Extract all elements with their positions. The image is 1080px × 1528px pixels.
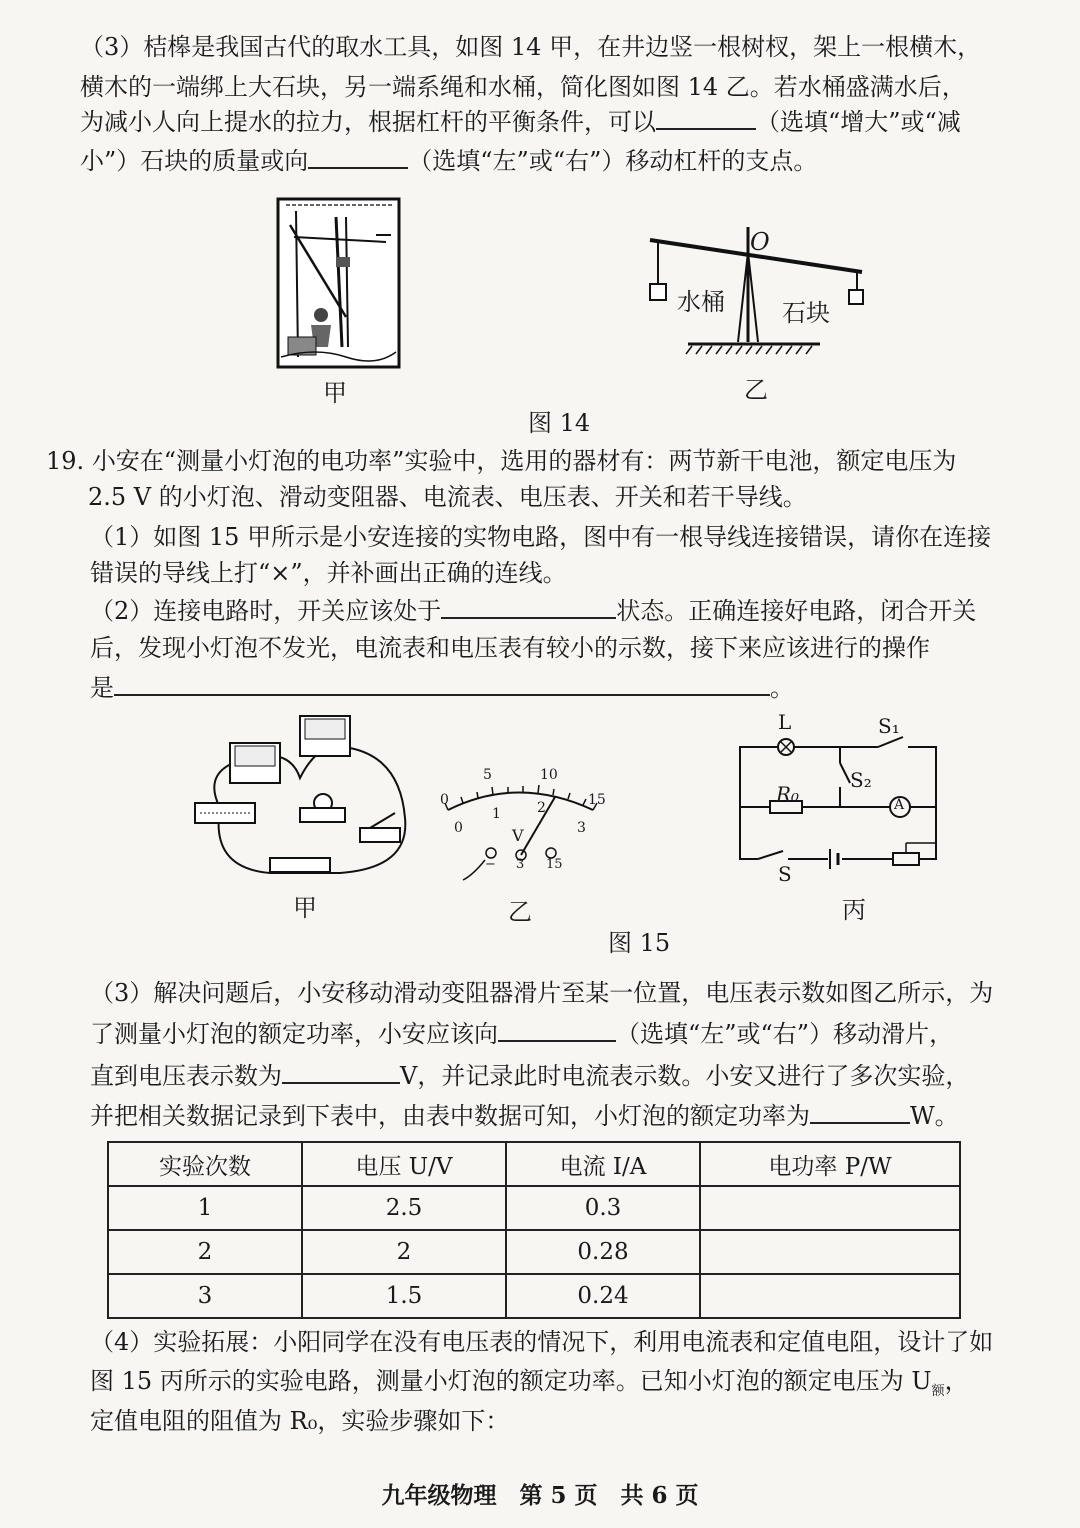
q19-part2-line3 [90, 672, 1080, 703]
answer-blank-slider-direction[interactable] [498, 1018, 616, 1042]
fig14-label-yi: 乙 [744, 376, 768, 404]
meter-terminal-15: 15 [546, 857, 563, 872]
q19-part3-line4 [90, 1100, 1080, 1131]
table-cell: 1.5 [302, 1274, 506, 1318]
fig15-label-jia: 甲 [293, 894, 317, 922]
q19-part3-line3 [90, 1060, 1080, 1091]
table-cell-power-input[interactable] [700, 1230, 960, 1274]
table-row [108, 1186, 960, 1230]
answer-blank-switch-state[interactable] [441, 595, 616, 619]
table-header-row [108, 1142, 960, 1186]
page-footer: 九年级物理 第 5 页 共 6 页 [381, 1482, 699, 1509]
q19-part4-line2 [90, 1366, 1080, 1407]
q18-line2: 横木的一端绑上大石块，另一端系绳和水桶，简化图如图 14 乙。若水桶盛满水后， [80, 73, 966, 101]
circuit-label-lamp: L [778, 710, 792, 734]
table-cell: 2.5 [302, 1186, 506, 1230]
fig15-caption: 图 15 [608, 929, 671, 957]
q19-part1-line2: 错误的导线上打“×”，并补画出正确的连线。 [90, 559, 567, 587]
fig14-bucket-label: 水桶 [677, 288, 725, 316]
q18-line3 [80, 106, 1080, 137]
q18-line4-text-b: （选填“左”或“右”）移动杠杆的支点。 [408, 147, 818, 175]
q19-intro-line1 [46, 446, 1080, 476]
answer-blank-left-right[interactable] [308, 145, 408, 169]
q19-part4-text-a: 图 15 丙所示的实验电路，测量小灯泡的额定功率。已知小灯泡的额定电压为 U [90, 1367, 932, 1395]
q19-part3-text-a: 了测量小灯泡的额定功率，小安应该向 [90, 1020, 498, 1048]
q19-part2-text-c: 是 [90, 674, 114, 702]
table-cell: 1 [108, 1186, 302, 1230]
experiment-data-table [107, 1141, 961, 1319]
meter-tick-bottom-1: 1 [492, 806, 501, 822]
q19-intro1-text: 小安在“测量小灯泡的电功率”实验中，选用的器材有：两节新干电池，额定电压为 [91, 447, 957, 475]
table-header-voltage: 电压 U/V [302, 1142, 506, 1186]
circuit-label-r0: R₀ [776, 782, 800, 806]
q19-part3-line1: （3）解决问题后，小安移动滑动变阻器滑片至某一位置，电压表示数如图乙所示，为 [90, 979, 994, 1007]
q19-part3-text-f: W。 [910, 1102, 959, 1130]
circuit-label-s: S [778, 862, 792, 886]
fig14-caption: 图 14 [528, 409, 591, 437]
q18-line4 [80, 145, 1080, 176]
meter-tick-bottom-3: 3 [577, 820, 586, 836]
q19-part3-text-c: 直到电压表示数为 [90, 1062, 282, 1090]
q19-part2-line2: 后，发现小灯泡不发光，电流表和电压表有较小的示数，接下来应该进行的操作 [90, 634, 930, 662]
q19-part4-text-b: ， [944, 1367, 969, 1395]
q19-intro-line2: 2.5 V 的小灯泡、滑动变阻器、电流表、电压表、开关和若干导线。 [88, 483, 807, 511]
table-header-power: 电功率 P/W [700, 1142, 960, 1186]
answer-blank-rated-power[interactable] [810, 1100, 910, 1124]
table-cell: 2 [108, 1230, 302, 1274]
q19-number: 19. [46, 447, 85, 475]
q19-part3-line2 [90, 1018, 1080, 1049]
q19-part2-text-d: 。 [770, 674, 794, 702]
fig14-pivot-label: O [750, 228, 770, 256]
meter-tick-top-0: 0 [440, 792, 449, 808]
fig15-jia-physical-circuit [190, 708, 420, 886]
fig15-label-yi: 乙 [508, 898, 532, 926]
table-cell: 3 [108, 1274, 302, 1318]
circuit-label-ammeter: A [894, 797, 905, 813]
circuit-label-s1: S₁ [878, 714, 900, 738]
meter-terminal-negative: − [485, 857, 496, 872]
table-cell: 0.24 [506, 1274, 700, 1318]
q18-line1: （3）桔槔是我国古代的取水工具，如图 14 甲，在井边竖一根树杈，架上一根横木， [80, 33, 982, 61]
meter-unit-label: V [512, 826, 524, 845]
table-header-trial: 实验次数 [108, 1142, 302, 1186]
meter-tick-bottom-2: 2 [537, 800, 546, 816]
q19-part2-line1 [90, 595, 1080, 626]
meter-tick-top-10: 10 [540, 767, 558, 783]
meter-tick-top-15: 15 [588, 792, 606, 808]
q19-part2-text-b: 状态。正确连接好电路，闭合开关 [616, 597, 977, 625]
table-cell-power-input[interactable] [700, 1274, 960, 1318]
table-cell: 0.28 [506, 1230, 700, 1274]
fig14-stone-label: 石块 [782, 299, 830, 327]
q19-part3-text-b: （选填“左”或“右”）移动滑片， [616, 1020, 954, 1048]
table-header-current: 电流 I/A [506, 1142, 700, 1186]
table-cell: 0.3 [506, 1186, 700, 1230]
q19-part4-line1: （4）实验拓展：小阳同学在没有电压表的情况下，利用电流表和定值电阻，设计了如 [90, 1328, 994, 1356]
meter-tick-bottom-0: 0 [454, 820, 463, 836]
q19-part4-line3: 定值电阻的阻值为 R₀，实验步骤如下： [90, 1407, 510, 1435]
meter-tick-top-5: 5 [483, 767, 492, 783]
q18-line3-text-a: 为减小人向上提水的拉力，根据杠杆的平衡条件，可以 [80, 108, 656, 136]
table-cell-power-input[interactable] [700, 1186, 960, 1230]
q19-part2-text-a: （2）连接电路时，开关应该处于 [90, 597, 442, 625]
fig15-label-bing: 丙 [842, 896, 866, 924]
table-cell: 2 [302, 1230, 506, 1274]
meter-terminal-3: 3 [516, 857, 525, 872]
fig14-label-jia: 甲 [323, 379, 347, 407]
q19-part3-text-d: V，并记录此时电流表示数。小安又进行了多次实验， [400, 1062, 970, 1090]
circuit-label-s2: S₂ [850, 768, 872, 792]
fig14-jia-illustration [276, 197, 401, 370]
table-row [108, 1274, 960, 1318]
q19-part1-line1: （1）如图 15 甲所示是小安连接的实物电路，图中有一根导线连接错误，请你在连接 [90, 523, 992, 551]
answer-blank-next-operation[interactable] [114, 672, 770, 696]
table-row [108, 1230, 960, 1274]
answer-blank-voltage[interactable] [282, 1060, 400, 1084]
q19-part4-subscript: 额 [931, 1383, 945, 1399]
q19-part3-text-e: 并把相关数据记录到下表中，由表中数据可知，小灯泡的额定功率为 [90, 1102, 810, 1130]
q18-line3-text-b: （选填“增大”或“减 [756, 108, 961, 136]
q18-line4-text-a: 小”）石块的质量或向 [80, 147, 309, 175]
fig15-bing-circuit-schematic [728, 715, 948, 880]
answer-blank-increase-decrease[interactable] [656, 106, 756, 130]
